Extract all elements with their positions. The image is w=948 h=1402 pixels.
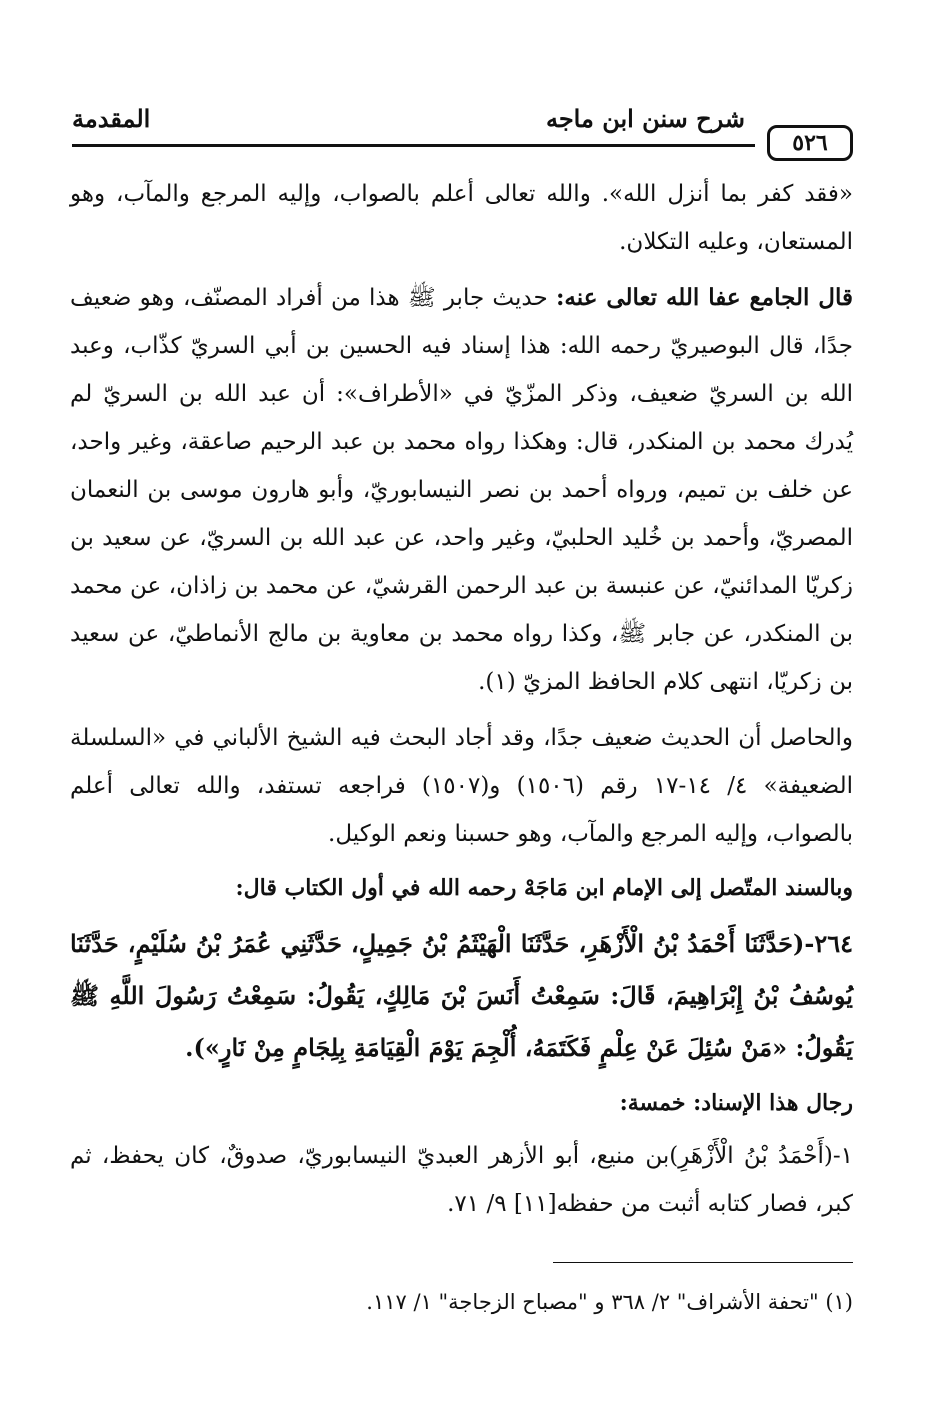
page-header xyxy=(72,100,853,150)
page-number: ٥٢٦ xyxy=(767,125,853,161)
hadith-text: ٢٦٤-(حَدَّثَنَا أَحْمَدُ بْنُ الْأَزْهَرِ، حَدَّثَنَا الْهَيْثَمُ بْنُ جَمِيلٍ، حَدَّثَنِي عُمَرُ بْنُ سُلَيْمٍ، حَدَّثَنَا يُوسُفُ بْنُ إِبْرَاهِيمَ، قَالَ: سَمِعْتُ أَنَسَ بْنَ مَالِكٍ، يَقُولُ: سَمِعْتُ رَسُولَ اللَّهِ ﷺ يَقُولُ: «مَنْ سُئِلَ عَنْ عِلْمٍ فَكَتَمَهُ، أُلْجِمَ يَوْمَ الْقِيَامَةِ بِلِجَامٍ مِنْ نَارٍ»). xyxy=(70,929,853,1062)
page-body xyxy=(70,170,853,1236)
footnote: (١) "تحفة الأشراف" ٢/ ٣٦٨ و "مصباح الزجاجة" ١/ ١١٧. xyxy=(366,1290,853,1314)
narrators-heading: رجال هذا الإسناد: خمسة: xyxy=(619,1090,853,1116)
paragraph-2-text: حديث جابر ﷺ هذا من أفراد المصنّف، وهو ضعيف جدًا، قال البوصيريّ رحمه الله: هذا إسناد فيه الحسين بن أبي السريّ كذّاب، وعبد الله بن السريّ ضعيف، وذكر المزّيّ في «الأطراف»: أن عبد الله بن السريّ لم يُدرك محمد بن المنكدر، قال: وهكذا رواه محمد بن عبد الرحيم صاعقة، وغير واحد، عن خلف بن تميم، ورواه أحمد بن نصر النيسابوريّ، وأبو هارون موسى بن النعمان المصريّ، وأحمد بن خُليد الحلبيّ، وغير واحد، عن عبد الله بن السريّ، عن سعيد بن زكريّا المدائنيّ، عن عنبسة بن عبد الرحمن القرشيّ، عن محمد بن زاذان، عن محمد بن المنكدر، عن جابر ﷺ، وكذا رواه محمد بن معاوية بن مالج الأنماطيّ، عن سعيد بن زكريّا، انتهى كلام الحافظ المزيّ (١). xyxy=(70,285,853,695)
paragraph-2-lead: قال الجامع عفا الله تعالى عنه: xyxy=(555,284,853,311)
footnote-rule xyxy=(553,1262,853,1263)
paragraph-1: «فقد كفر بما أنزل الله». والله تعالى أعلم بالصواب، وإليه المرجع والمآب، وهو المستعان، وعليه التكلان. xyxy=(70,181,853,255)
narrator-1: ١-(أَحْمَدُ بْنُ الْأَزْهَرِ)بن منيع، أبو الأزهر العبديّ النيسابوريّ، صدوقٌ، كان يحفظ، ثم كبر، فصار كتابه أثبت من حفظه[١١] ٩/ ٧١. xyxy=(70,1143,853,1217)
paragraph-3: والحاصل أن الحديث ضعيف جدًا، وقد أجاد البحث فيه الشيخ الألباني في «السلسلة الضعيفة» ٤/ ١٤-١٧ رقم (١٥٠٦) و(١٥٠٧) فراجعه تستفد، والله تعالى أعلم بالصواب، وإليه المرجع والمآب، وهو حسبنا ونعم الوكيل. xyxy=(70,725,853,847)
header-rule xyxy=(72,144,755,147)
paragraph-2 xyxy=(70,274,853,706)
section-title: المقدمة xyxy=(72,104,151,133)
book-title: شرح سنن ابن ماجه xyxy=(545,104,745,133)
chain-intro: وبالسند المتّصل إلى الإمام ابن مَاجَهْ رحمه الله في أول الكتاب قال: xyxy=(235,875,853,901)
